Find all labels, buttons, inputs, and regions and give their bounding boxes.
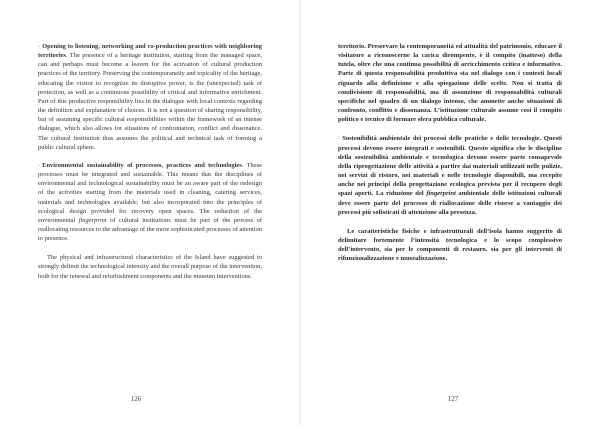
section-body-end: ambientale delle istituzioni culturali deve essere parte del processo di riallocazione delle risorse a vantaggio dei processi più sofisticati di attenzione alla presenza. (338, 190, 562, 216)
left-text-column (38, 42, 262, 281)
section-body: . The presence of a heritage institution, starting from the managed space, can and perhaps must become a leaven for the activation of cultural production practices of the territory. Preserving the contemporaneity and topicality of the heritage, educating the visitor to recognize its disruptive power, is the (unexpected) task of protection, as well as a continuous possibility of critical and informative enrichment. Part of this productive responsibility lies in the dialogue with local contexts regarding the definition and explanation of choices. It is not a question of sharing responsibility, but of assuming specific cultural responsibilities within the framework of an intense dialogue, which also allows for situations of confrontation, conflict and dissonance. The cultural institution thus assumes the political and technical task of forming a public cultural sphere. (38, 52, 262, 151)
section-body: . These processes must be integrated and sustainable. This means that the disciplines of environmental and technological sustainability must be an aware part of the redesign of the activities starting from the materials used in cleaning, catering services, materials and technologies available, but also incorporated into the principles of ecological design provided for recovery open spaces. The reduction of the environmental (38, 161, 262, 224)
left-closing-paragraph: The physical and infrastructural characteristics of the Island have suggested to strongly delimit the technological intensity and the overall purpose of the intervention, both for the renewal and refurbishment components and the museum interventions. (38, 254, 262, 280)
right-text-column (338, 42, 562, 263)
right-continuation-paragraph: territorio. Preservare la contemporaneità ed attualità del patrimonio, educare il visitatore a riconoscerne la carica dirompente, è il compito (inatteso) della tutela, oltre che una continua possibilità di arricchimento critico e informativo. Parte di questa responsabilità produttiva sta nel dialogo con i contesti locali riguardo alla definizione e alla spiegazione delle scelte. Non si tratta di condivisione di responsabilità, ma di assunzione di responsabilità culturali specifiche nel quadro di un dialogo intenso, che ammette anche situazioni di confronto, conflitto e dissonanza. L’istituzione culturale assume così il compito politico e tecnico di formare sfera pubblica culturale. (338, 43, 562, 124)
right-closing-paragraph: Le caratteristiche fisiche e infrastrutturali dell’isola hanno suggerito di delimitare fortemente l’intensità tecnologica e lo scopo complessivo dell’intervento, sia per le componenti di restauro, sia per gli interventi di rifunzionalizzazione e musealizzazione. (338, 227, 562, 263)
section-body-end: of cultural institutions must be part of the process of reallocating resources to the advantage of the more sophisticated processes of attention to presence. (38, 216, 263, 243)
section-heading: Environmental sustainability of processes, practices and technologies (42, 161, 242, 169)
bullet-marker: · (338, 135, 341, 143)
section-heading: Opening to listening, networking and co-production practices with neighboring territories (38, 43, 262, 60)
page-number-left: 126 (130, 395, 142, 403)
italic-term: fingerprint (426, 190, 456, 198)
page-number-right: 127 (447, 395, 459, 403)
bullet-marker: · (38, 43, 41, 50)
left-section-listening (38, 42, 262, 152)
section-heading: Sostenibilità ambientale dei processi delle pratiche e delle tecnologie (342, 135, 540, 143)
right-section-sostenibilita (338, 134, 562, 216)
bullet-marker: · (38, 161, 41, 169)
section-body: . Questi processi devono essere integrati e sostenibili. Questo significa che le discipline della sostenibilità ambientale e tecnologica devono essere parte consapevole della riprogettazione delle attività a partire dai materiali utilizzati nelle pulizie, nei servizi di ristoro, nei materiali e nelle tecnologie disponibili, ma recepite anche nei principi della progettazione ecologica prevista per il recupero degli spazi aperti. La riduzione del (338, 135, 562, 198)
right-page (300, 0, 600, 425)
italic-term: fingerprint (78, 216, 107, 224)
left-section-sustainability (38, 161, 262, 243)
